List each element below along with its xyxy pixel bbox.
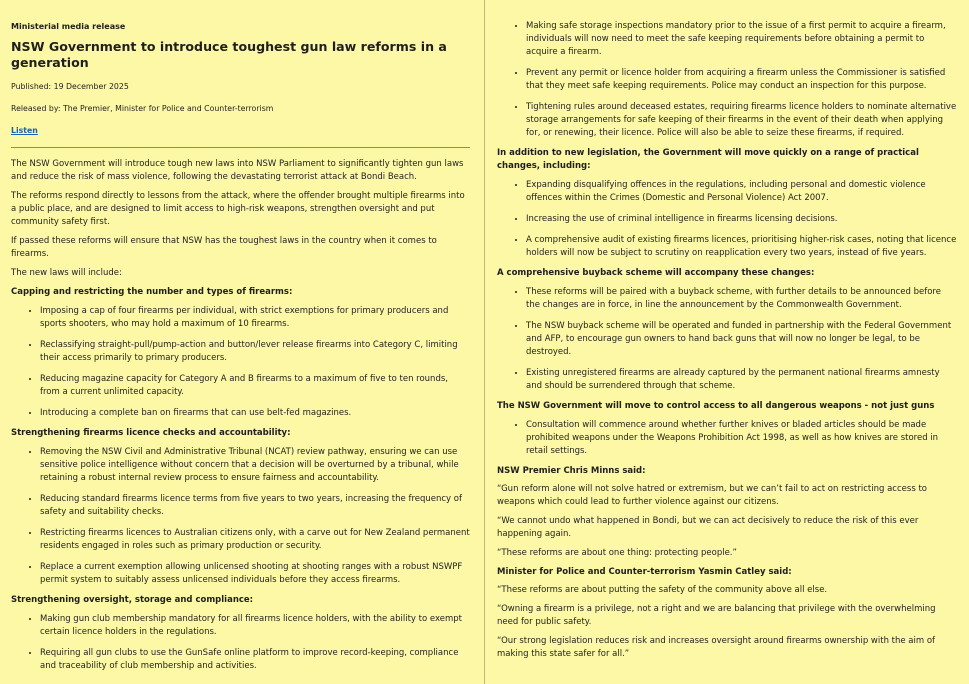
section-heading: Strengthening oversight, storage and compliance: bbox=[11, 595, 254, 605]
quote-paragraph: “These reforms are about putting the safety of the community above all else. bbox=[497, 585, 828, 595]
bullet-list bbox=[497, 285, 957, 393]
list-item: • Reducing standard firearms licence terms from five years to two years, increasing the frequency of safety and suitability checks. bbox=[40, 492, 470, 519]
quote-paragraph: “We cannot undo what happened in Bondi, but we can act decisively to reduce the risk of this ever happening again. bbox=[497, 516, 919, 539]
list-item: • Imposing a cap of four firearms per individual, with strict exemptions for primary producers and sports shooters, who may hold a maximum of 10 firearms. bbox=[40, 304, 470, 331]
intro-paragraph: If passed these reforms will ensure that NSW has the toughest laws in the country when it comes to firearms. bbox=[11, 236, 437, 259]
section-heading: The NSW Government will move to control access to all dangerous weapons - not just guns bbox=[497, 401, 935, 411]
list-item: • Replace a current exemption allowing unlicensed shooting at shooting ranges with a robust NSWPF permit system to suitably assess unlicensed individuals before they access firearms. bbox=[40, 560, 470, 587]
section-heading: In addition to new legislation, the Government will move quickly on a range of practical changes, including: bbox=[497, 148, 919, 171]
list-item: • The NSW buyback scheme will be operated and funded in partnership with the Federal Government and AFP, to encourage gun owners to hand back guns that will now no longer be legal, to be destroyed. bbox=[526, 319, 957, 359]
section-heading: Capping and restricting the number and types of firearms: bbox=[11, 287, 293, 297]
list-item: • Tightening rules around deceased estates, requiring firearms licence holders to nominate alternative storage arrangements for safe keeping of their firearms in the event of their death when applying for, or renewing, their licence. Police will also be able to seize these firearms, if required. bbox=[526, 100, 957, 140]
quote-paragraph: “Our strong legislation reduces risk and increases oversight around firearms ownership with the aim of making this state safer for all.” bbox=[497, 636, 936, 659]
list-item: • Reclassifying straight-pull/pump-action and button/lever release firearms into Category C, limiting their access primarily to primary producers. bbox=[40, 338, 470, 365]
release-type-label: Ministerial media release bbox=[11, 22, 126, 31]
page-title: NSW Government to introduce toughest gun law reforms in a generation bbox=[11, 39, 447, 70]
quote-paragraph: “Gun reform alone will not solve hatred or extremism, but we can’t fail to act on restricting access to weapons which could lead to further violence against our citizens. bbox=[497, 484, 927, 507]
intro-paragraph: The new laws will include: bbox=[11, 268, 122, 278]
list-item: • A comprehensive audit of existing firearms licences, prioritising higher-risk cases, noting that licence holders will now be subject to scrutiny on reapplication every two years, instead of five years. bbox=[526, 233, 957, 260]
bullet-list bbox=[11, 304, 470, 420]
bullet-list bbox=[497, 418, 957, 458]
list-item: • Removing the NSW Civil and Administrative Tribunal (NCAT) review pathway, ensuring we can use sensitive police intelligence without concern that a decision will be overturned by a tribunal, while retaining a robust internal review process to ensure fairness and accountability. bbox=[40, 445, 470, 485]
listen-link[interactable]: Listen bbox=[11, 126, 38, 135]
list-item: • Reducing magazine capacity for Category A and B firearms to a maximum of five to ten rounds, from a current unlimited capacity. bbox=[40, 372, 470, 399]
published-date: Published: 19 December 2025 bbox=[11, 82, 129, 91]
bullet-list bbox=[11, 445, 470, 587]
right-column bbox=[486, 0, 969, 667]
intro-paragraph: The NSW Government will introduce tough new laws into NSW Parliament to significantly tighten gun laws and reduce the risk of mass violence, following the devastating terrorist attack at Bondi Beach. bbox=[11, 159, 464, 182]
list-item: • Requiring all gun clubs to use the GunSafe online platform to improve record-keeping, compliance and traceability of club membership and activities. bbox=[40, 646, 470, 673]
quote-heading: NSW Premier Chris Minns said: bbox=[497, 466, 646, 476]
list-item: • Existing unregistered firearms are already captured by the permanent national firearms amnesty and should be surrendered through that scheme. bbox=[526, 366, 957, 393]
bullet-list bbox=[497, 178, 957, 260]
list-item: • Consultation will commence around whether further knives or bladed articles should be made prohibited weapons under the Weapons Prohibition Act 1998, as well as how knives are stored in retail settings. bbox=[526, 418, 957, 458]
quote-heading: Minister for Police and Counter-terrorism Yasmin Catley said: bbox=[497, 567, 792, 577]
bullet-list bbox=[11, 612, 470, 673]
list-item: • Restricting firearms licences to Australian citizens only, with a carve out for New Zealand permanent residents engaged in roles such as primary production or security. bbox=[40, 526, 470, 553]
list-item: • Making safe storage inspections mandatory prior to the issue of a first permit to acquire a firearm, individuals will now need to meet the safe keeping requirements before obtaining a permit to acquire a firearm. bbox=[526, 19, 957, 59]
list-item: • These reforms will be paired with a buyback scheme, with further details to be announced before the changes are in force, in line the announcement by the Commonwealth Government. bbox=[526, 285, 957, 312]
quote-paragraph: “These reforms are about one thing: protecting people.” bbox=[497, 548, 737, 558]
released-by: Released by: The Premier, Minister for Police and Counter-terrorism bbox=[11, 104, 274, 113]
section-heading: A comprehensive buyback scheme will accompany these changes: bbox=[497, 268, 815, 278]
list-item: • Introducing a complete ban on firearms that can use belt-fed magazines. bbox=[40, 406, 470, 420]
section-heading: Strengthening firearms licence checks and accountability: bbox=[11, 428, 291, 438]
intro-paragraph: The reforms respond directly to lessons from the attack, where the offender brought multiple firearms into a public place, and are designed to limit access to high-risk weapons, strengthen oversight and put community safety first. bbox=[11, 191, 465, 227]
bullet-list bbox=[497, 19, 957, 140]
divider bbox=[11, 147, 470, 148]
list-item: • Expanding disqualifying offences in the regulations, including personal and domestic violence offences within the Crimes (Domestic and Personal Violence) Act 2007. bbox=[526, 178, 957, 205]
list-item: • Making gun club membership mandatory for all firearms licence holders, with the ability to exempt certain licence holders in the regulations. bbox=[40, 612, 470, 639]
list-item: • Increasing the use of criminal intelligence in firearms licensing decisions. bbox=[526, 212, 957, 226]
list-item: • Prevent any permit or licence holder from acquiring a firearm unless the Commissioner is satisfied that they meet safe keeping requirements. Police may conduct an inspection for this purpose. bbox=[526, 66, 957, 93]
quote-paragraph: “Owning a firearm is a privilege, not a right and we are balancing that privilege with the overwhelming need for public safety. bbox=[497, 604, 936, 627]
